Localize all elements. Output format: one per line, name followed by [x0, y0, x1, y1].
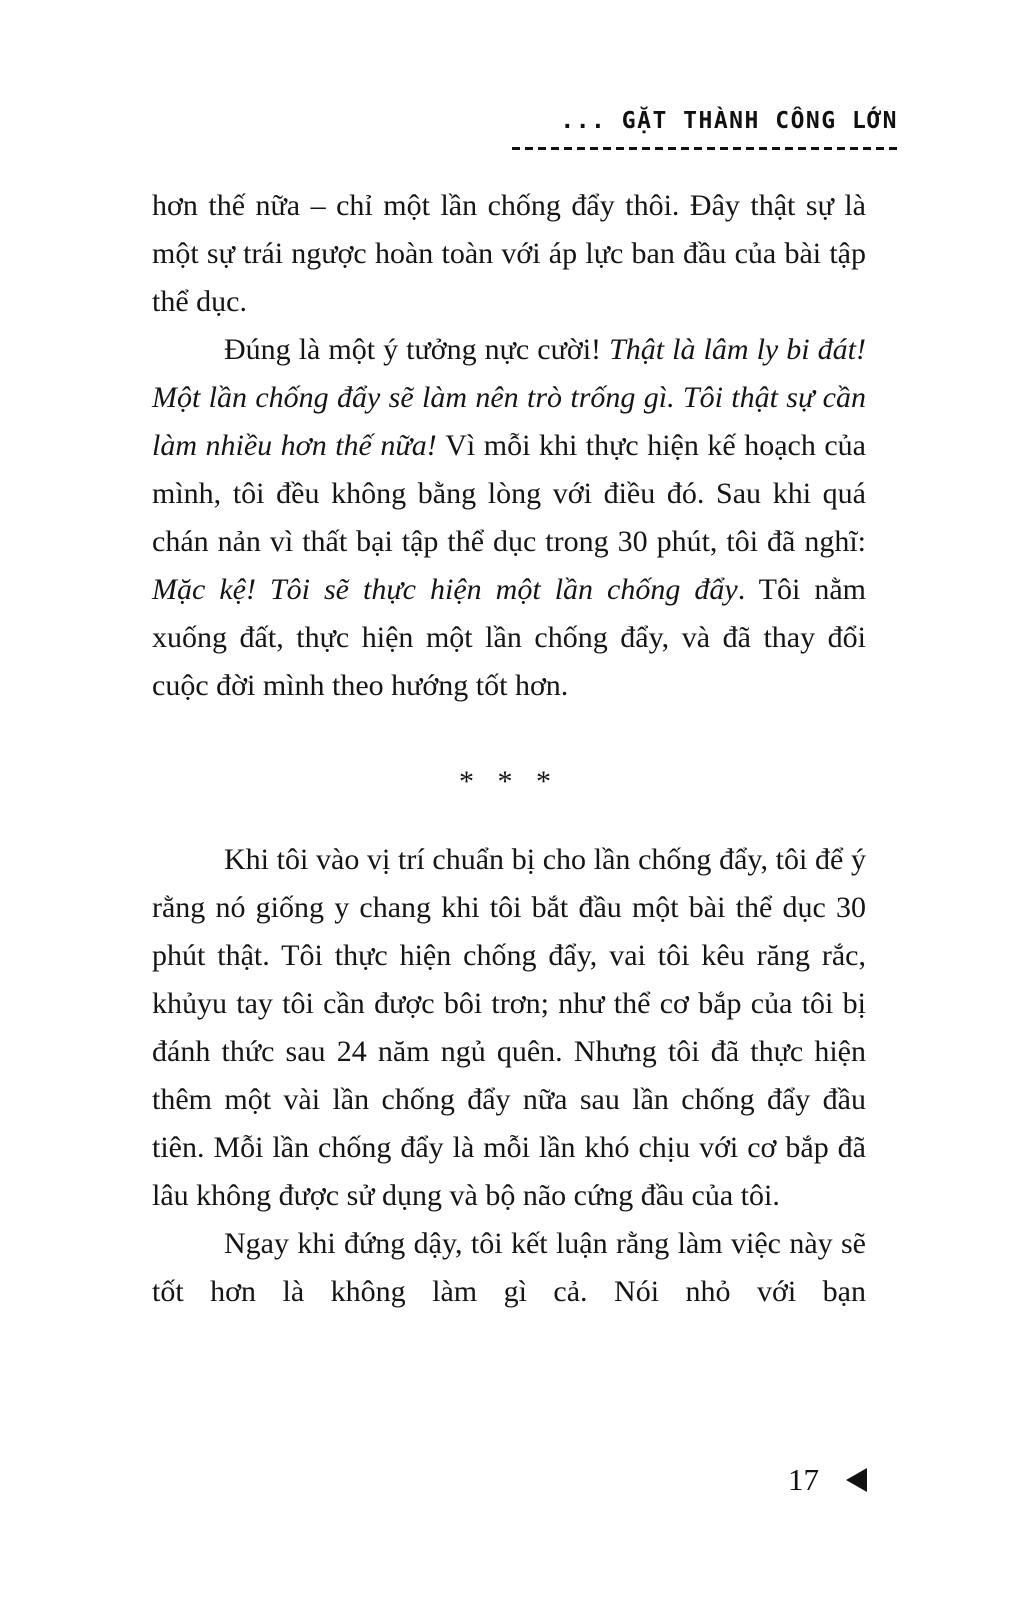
dashed-divider	[512, 147, 898, 150]
paragraph	[152, 182, 866, 326]
section-separator: * * *	[459, 765, 559, 798]
text-run: hơn thế nữa – chỉ một lần chống đẩy thôi. Đây thật sự là một sự trái ngược hoàn toàn với áp lực ban đầu của bài tập thể dục.	[152, 189, 866, 318]
text-run: Ngay khi đứng dậy, tôi kết luận rằng làm việc này sẽ tốt hơn là không làm gì cả. Nói nhỏ với bạn	[152, 1227, 866, 1308]
text-run: Vì mỗi khi thực hiện kế hoạch của mình, tôi đều không bằng lòng với điều đó. Sau khi quá chán nản vì thất bại tập thể dục trong 30 phút, tôi đã nghĩ:	[152, 429, 866, 558]
page-number: 17	[788, 1462, 819, 1497]
text-run: Đúng là một ý tưởng nực cười!	[224, 333, 610, 366]
paragraph	[152, 1220, 866, 1316]
page-footer	[788, 1462, 867, 1498]
running-head-title: ... GẶT THÀNH CÔNG LỚN	[560, 108, 898, 134]
paragraph	[152, 326, 866, 710]
page-header	[512, 106, 898, 150]
text-run: . Tôi nằm xuống đất, thực hiện một lần chống đẩy, và đã thay đổi cuộc đời mình theo hướng tốt hơn.	[152, 573, 866, 702]
left-triangle-icon	[846, 1468, 867, 1492]
text-run: Khi tôi vào vị trí chuẩn bị cho lần chống đẩy, tôi để ý rằng nó giống y chang khi tôi bắt đầu một bài thể dục 30 phút thật. Tôi thực hiện chống đẩy, vai tôi kêu răng rắc, khủyu tay tôi cần được bôi trơn; như thể cơ bắp của tôi bị đánh thức sau 24 năm ngủ quên. Nhưng tôi đã thực hiện thêm một vài lần chống đẩy nữa sau lần chống đẩy đầu tiên. Mỗi lần chống đẩy là mỗi lần khó chịu với cơ bắp đã lâu không được sử dụng và bộ não cứng đầu của tôi.	[152, 843, 866, 1212]
italic-text-run: Mặc kệ! Tôi sẽ thực hiện một lần chống đẩy	[152, 573, 738, 606]
italic-text-run: Thật là lâm ly bi đát! Một lần chống đẩy sẽ làm nên trò trống gì. Tôi thật sự cần làm nhiều hơn thế nữa!	[152, 333, 866, 462]
body-text	[152, 182, 866, 1316]
paragraph	[152, 836, 866, 1220]
